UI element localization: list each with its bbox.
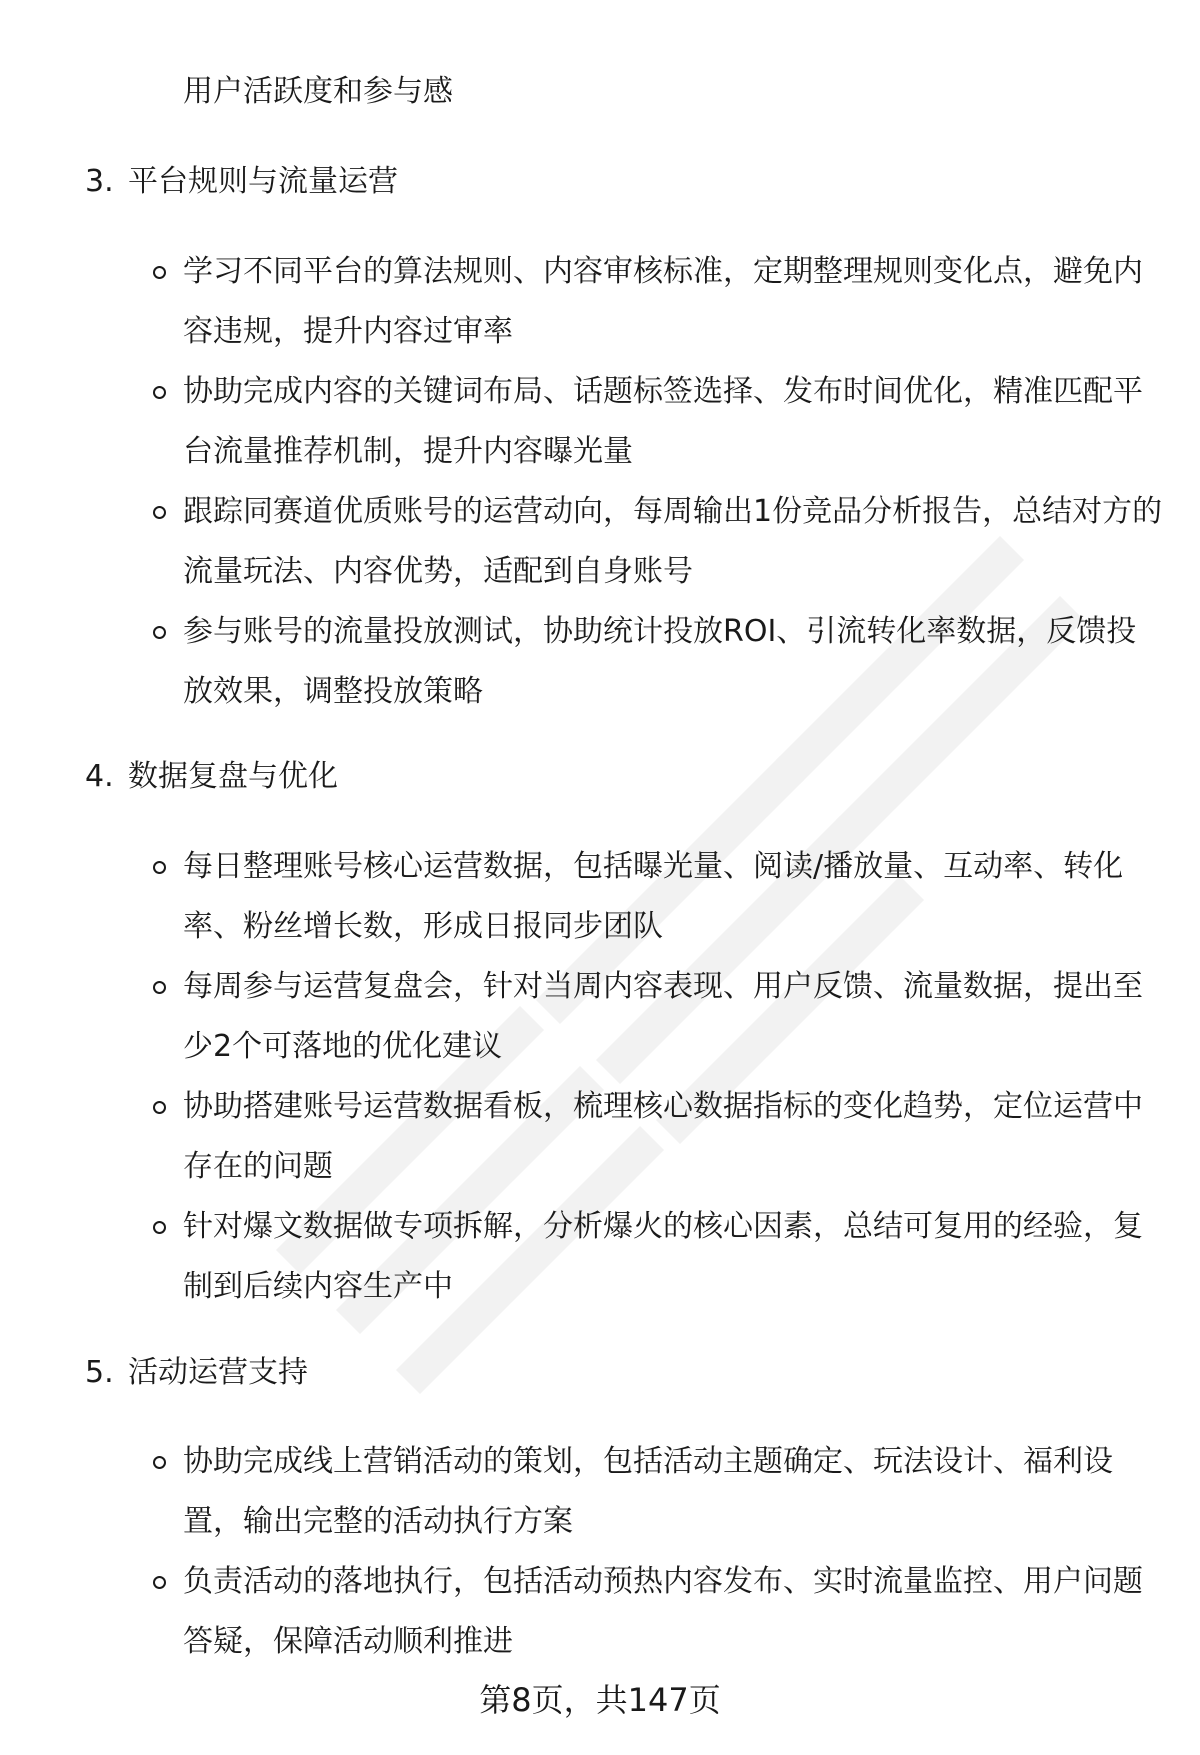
list-item-line: 针对爆文数据做专项拆解，分析爆火的核心因素，总结可复用的经验，复 [183, 1209, 1143, 1244]
list-item-line: 流量玩法、内容优势，适配到自身账号 [183, 554, 693, 589]
list-item-line: 跟踪同赛道优质账号的运营动向，每周输出1份竞品分析报告，总结对方的 [183, 494, 1163, 529]
list-item-line: 每日整理账号核心运营数据，包括曝光量、阅读/播放量、互动率、转化 [183, 849, 1124, 884]
bullet-icon [153, 1101, 166, 1114]
bullet-icon [153, 1576, 166, 1589]
list-item-line: 协助完成内容的关键词布局、话题标签选择、发布时间优化，精准匹配平 [183, 374, 1143, 409]
list-item-line: 制到后续内容生产中 [183, 1269, 453, 1304]
section-title: 数据复盘与优化 [128, 759, 338, 794]
section-title: 活动运营支持 [128, 1355, 308, 1390]
section-number: 5. [85, 1355, 114, 1390]
list-item-line: 每周参与运营复盘会，针对当周内容表现、用户反馈、流量数据，提出至 [183, 969, 1143, 1004]
list-item-line: 率、粉丝增长数，形成日报同步团队 [183, 909, 663, 944]
list-item-line: 容违规，提升内容过审率 [183, 314, 513, 349]
list-item-line: 协助完成线上营销活动的策划，包括活动主题确定、玩法设计、福利设 [183, 1444, 1113, 1479]
section-number: 3. [85, 164, 114, 199]
list-item-line: 置，输出完整的活动执行方案 [183, 1504, 573, 1539]
list-item-line: 放效果，调整投放策略 [183, 674, 483, 709]
bullet-icon [153, 1221, 166, 1234]
bullet-icon [153, 386, 166, 399]
list-item-line: 答疑，保障活动顺利推进 [183, 1624, 513, 1659]
continuation-text: 用户活跃度和参与感 [183, 74, 453, 109]
list-item-line: 台流量推荐机制，提升内容曝光量 [183, 434, 633, 469]
section-number: 4. [85, 759, 114, 794]
section-title: 平台规则与流量运营 [128, 164, 398, 199]
list-item-line: 负责活动的落地执行，包括活动预热内容发布、实时流量监控、用户问题 [183, 1564, 1143, 1599]
bullet-icon [153, 981, 166, 994]
list-item-line: 存在的问题 [183, 1149, 333, 1184]
bullet-icon [153, 861, 166, 874]
list-item-line: 少2个可落地的优化建议 [183, 1029, 503, 1064]
bullet-icon [153, 626, 166, 639]
list-item-line: 参与账号的流量投放测试，协助统计投放ROI、引流转化率数据，反馈投 [183, 614, 1137, 649]
bullet-icon [153, 266, 166, 279]
bullet-icon [153, 506, 166, 519]
bullet-icon [153, 1456, 166, 1469]
list-item-line: 学习不同平台的算法规则、内容审核标准，定期整理规则变化点，避免内 [183, 254, 1143, 289]
page-number: 第8页，共147页 [479, 1681, 721, 1719]
list-item-line: 协助搭建账号运营数据看板，梳理核心数据指标的变化趋势，定位运营中 [183, 1089, 1143, 1124]
